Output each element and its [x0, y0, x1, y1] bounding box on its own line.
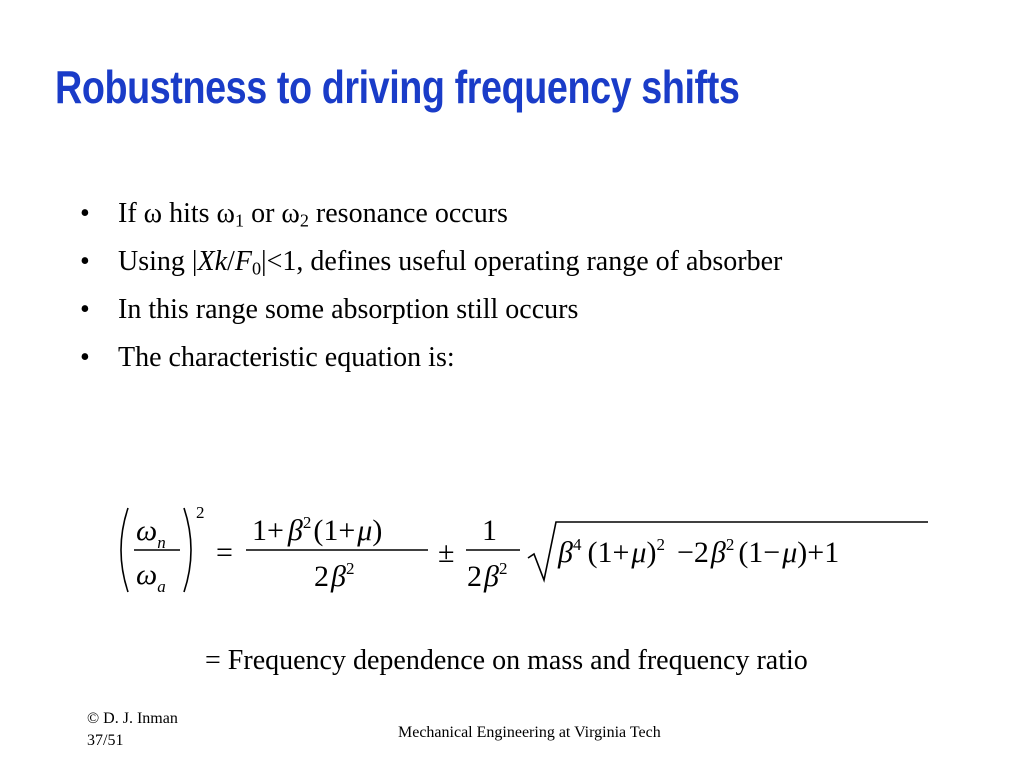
characteristic-equation [110, 500, 940, 610]
bullet-operating-range: • Using $|Xk/F_0|<1$, defines useful operating range of absorber [80, 238, 782, 286]
copyright-text: © D. J. Inman [87, 710, 178, 727]
fraction1-numerator: $1+ \beta^2(1+\mu)$ [252, 513, 383, 547]
bullet-characteristic: • The characteristic equation is: [80, 334, 782, 382]
footer-left [87, 708, 178, 752]
bullet-marker: • [80, 342, 90, 373]
right-paren-shape [184, 508, 191, 592]
footer-center-text: Mechanical Engineering at Virginia Tech [398, 724, 661, 741]
page-number: 37/51 [87, 732, 124, 749]
equals-sign: = [216, 536, 233, 569]
bullet-marker: • [80, 246, 90, 277]
slide-title: Robustness to driving frequency shifts [55, 61, 740, 113]
fraction1-denominator: $2\beta^2$ [314, 559, 355, 593]
left-paren-shape [121, 508, 128, 592]
sqrt-radicand: $\beta^4$ $(1+\mu)^2 -2\beta^2$ (1−μ)+1 [558, 535, 840, 569]
bullet-marker: • [80, 198, 90, 229]
omega-a: $\omega_a$ [136, 558, 166, 596]
fraction2-denominator: $2\beta^2$ [467, 559, 508, 593]
fraction2-numerator: 1 [482, 514, 497, 547]
equation-figure [110, 500, 940, 610]
plus-minus-sign: ± [438, 536, 455, 569]
bullet-list [80, 190, 782, 382]
bullet-resonance: • If ω hits $\omega_1$ or $\omega_2$ resonance occurs [80, 190, 782, 238]
bullet-absorption: • In this range some absorption still occurs [80, 286, 782, 334]
omega-n: $\omega_n$ [136, 514, 166, 552]
outer-exponent: 2 [196, 503, 205, 522]
bullet-marker: • [80, 294, 90, 325]
equation-caption: = Frequency dependence on mass and frequency ratio [205, 645, 808, 676]
